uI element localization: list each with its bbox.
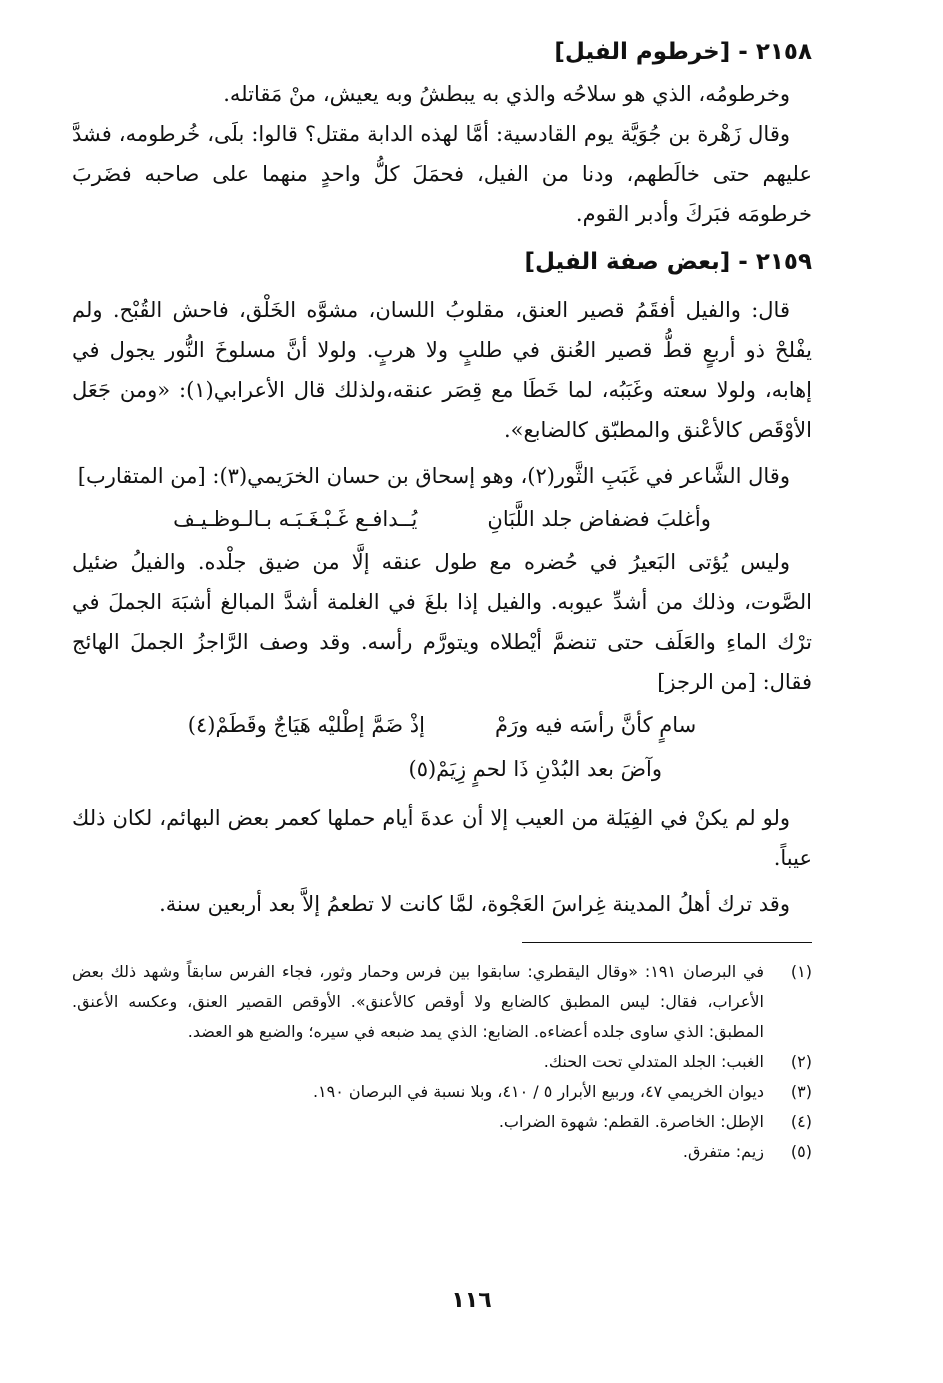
footnote-number: (٢) [790, 1052, 812, 1071]
footnote-text: في البرصان ١٩١: «وقال اليقطري: سابقوا بين فرس وحمار وثور، فجاء الفرس سابقاً وشهد ذلك بعض الأعراب، فقال: ليس المطبق كالضابع ولا أوقص كالأعنق». الأوقص القصير العنق، وعكسه الأعنق. المطبق: الذي ساوى جلده أعضاءه. الضابع: الذي يمد ضبعه في سيره؛ والضبع هو العضد. [72, 962, 765, 1041]
paragraph: وقال الشَّاعر في غَبَبِ الثَّور(٢)، وهو إسحاق بن حسان الخرَيمي(٣): [من المتقارب] [77, 464, 790, 488]
footnote-number: (٣) [790, 1082, 812, 1101]
footnote-text: ديوان الخريمي ٤٧، وربيع الأبرار ٥ / ٤١٠، وبلا نسبة في البرصان ١٩٠. [312, 1082, 764, 1101]
footnote-text: الإطل: الخاصرة. القطم: شهوة الضراب. [498, 1112, 764, 1131]
verse-hemistich-first: سامٍ كأنَّ رأسَه فيه ورَمْ [494, 713, 697, 737]
footnote [72, 1107, 812, 1137]
section-heading: ٢١٥٩ - [بعض صفة الفيل] [524, 249, 812, 275]
footnote-number: (١) [790, 962, 812, 981]
footnote-text: الغبب: الجلد المتدلي تحت الحنك. [543, 1052, 764, 1071]
footnote [72, 1137, 812, 1167]
footnote-number: (٥) [790, 1142, 812, 1161]
poem-verse [72, 748, 812, 790]
page-number: ١١٦ [451, 1288, 492, 1313]
verse-hemistich-second: يُــدافـع غَـبْـغَـبَـه بـالـوظـيـف [173, 507, 418, 531]
verse-hemistich-single: وآضَ بعد البُدْنِ ذَا لحمٍ زِيَمْ(٥) [408, 757, 662, 781]
footnote-text: زيم: متفرق. [682, 1142, 764, 1161]
footnotes [72, 957, 812, 1167]
paragraph: وليس يُؤتى البَعيرُ في حُضره مع طول عنقه إلَّا من ضيق جلْده. والفيلُ ضئيل الصَّوت، وذلك من أشدِّ عيوبه. والفيل إذا بلغَ في الغلمة أشدَّ المبالغ أشبَهَ الجملَ في ترْك الماءِ والعَلَف حتى تنضمَّ أيْطلاه ويتورَّم رأسه. وقد وصف الرَّاجزُ الجملَ الهائج فقال: [من الرجز] [72, 550, 812, 694]
paragraph: وقد ترك أهلُ المدينة غِراسَ العَجْوة، لمَّا كانت لا تطعمُ إلاَّ بعد أربعين سنة. [159, 892, 790, 916]
paragraph: وقال زَهْرة بن جُوَيَّة يوم القادسية: أمَّا لهذه الدابة مقتل؟ قالوا: بلَى، خُرطومه، فشدَّ عليهم حتى خالَطهم، ودنا من الفيل، فحمَلَ كلُّ واحدٍ منهما على صاحبه فضَربَ خرطومَه فبَركَ وأدبر القوم. [72, 122, 812, 226]
footnote-number: (٤) [790, 1112, 812, 1131]
book-page [72, 30, 812, 1167]
paragraph: ولو لم يكنْ في الفِيَلة من العيب إلا أن عدةَ أيام حملها كعمر بعض البهائم، لكان ذلك عيباً. [72, 806, 812, 870]
paragraph: قال: والفيل أفقَمُ قصير العنق، مقلوبُ اللسان، مشوَّه الخَلْق، فاحش القُبْح. ولم يفْلحْ ذو أربعٍ قطُّ قصير العُنق في طلبٍ ولا هربٍ. ولولا أنَّ مسلوخَ النُّور يجول في إهابه، ولولا سعته وغَبَبُه، لما خَطَا مع قِصَر عنقه،ولذلك قال الأعرابي(١): «ومن جَعَل الأوْقَص كالأعْنق والمطبّق كالضابع». [72, 298, 813, 442]
section-heading: ٢١٥٨ - [خرطوم الفيل] [554, 39, 812, 65]
poem-verse [72, 498, 812, 540]
poem-verse [72, 704, 812, 746]
verse-hemistich-second: إذْ ضَمَّ إطْليْه هَيَاجٌ وقَطَمْ(٤) [187, 713, 425, 737]
footnote [72, 1077, 812, 1107]
footnote-divider [522, 942, 812, 943]
footnote [72, 957, 812, 1047]
paragraph: وخرطومُه، الذي هو سلاحُه والذي به يبطشُ وبه يعيش، منْ مَقاتله. [223, 82, 790, 106]
verse-hemistich-first: وأغلبَ فضفاض جلد اللَّبَانِ [487, 507, 711, 531]
footnote [72, 1047, 812, 1077]
